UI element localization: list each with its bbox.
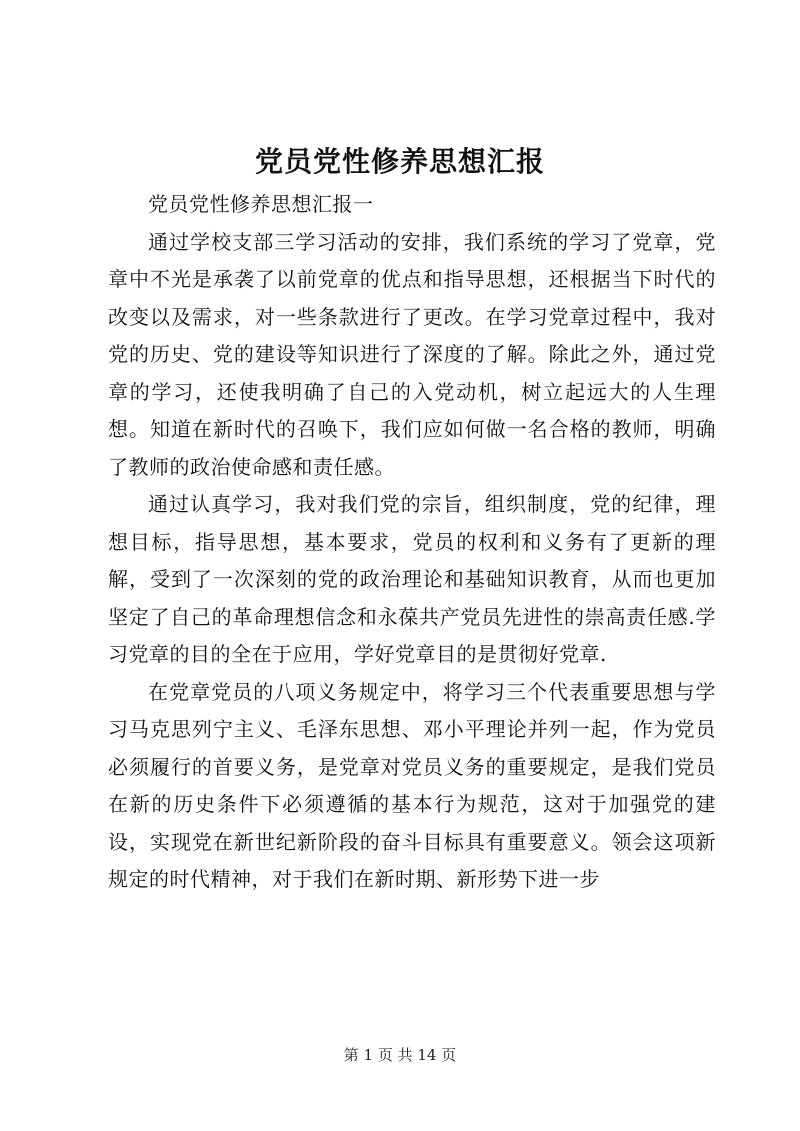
document-title: 党员党性修养思想汇报 bbox=[254, 145, 545, 178]
paragraph-1: 通过学校支部三学习活动的安排，我们系统的学习了党章，党章中不光是承袭了以前党章的优点和指导思想，还根据当下时代的改变以及需求，对一些条款进行了更改。在学习党章过程中，我对党的历史、党的建设等知识进行了深度的了解。除此之外，通过党章的学习，还使我明确了自己的入党动机，树立起远大的人生理想。知道在新时代的召唤下，我们应如何做一名合格的教师，明确了教师的政治使命感和责任感。 bbox=[108, 229, 716, 479]
page-number-label: 第 1 页 共 14 页 bbox=[343, 1046, 457, 1064]
page-footer bbox=[0, 1044, 800, 1065]
document-subtitle: 党员党性修养思想汇报一 bbox=[148, 192, 374, 216]
paragraph-2: 通过认真学习，我对我们党的宗旨，组织制度，党的纪律，理想目标，指导思想，基本要求，党员的权利和义务有了更新的理解，受到了一次深刻的党的政治理论和基础知识教育，从而也更加坚定了自己的革命理想信念和永葆共产党员先进性的崇高责任感.学习党章的目的全在于应用，学好党章目的是贯彻好党章. bbox=[108, 492, 716, 666]
paragraph-3: 在党章党员的八项义务规定中，将学习三个代表重要思想与学习马克思列宁主义、毛泽东思想、邓小平理论并列一起，作为党员必须履行的首要义务，是党章对党员义务的重要规定，是我们党员在新的历史条件下必须遵循的基本行为规范，这对于加强党的建设，实现党在新世纪新阶段的奋斗目标具有重要意义。领会这项新规定的时代精神，对于我们在新时期、新形势下进一步 bbox=[108, 679, 716, 891]
document-body bbox=[108, 186, 716, 899]
